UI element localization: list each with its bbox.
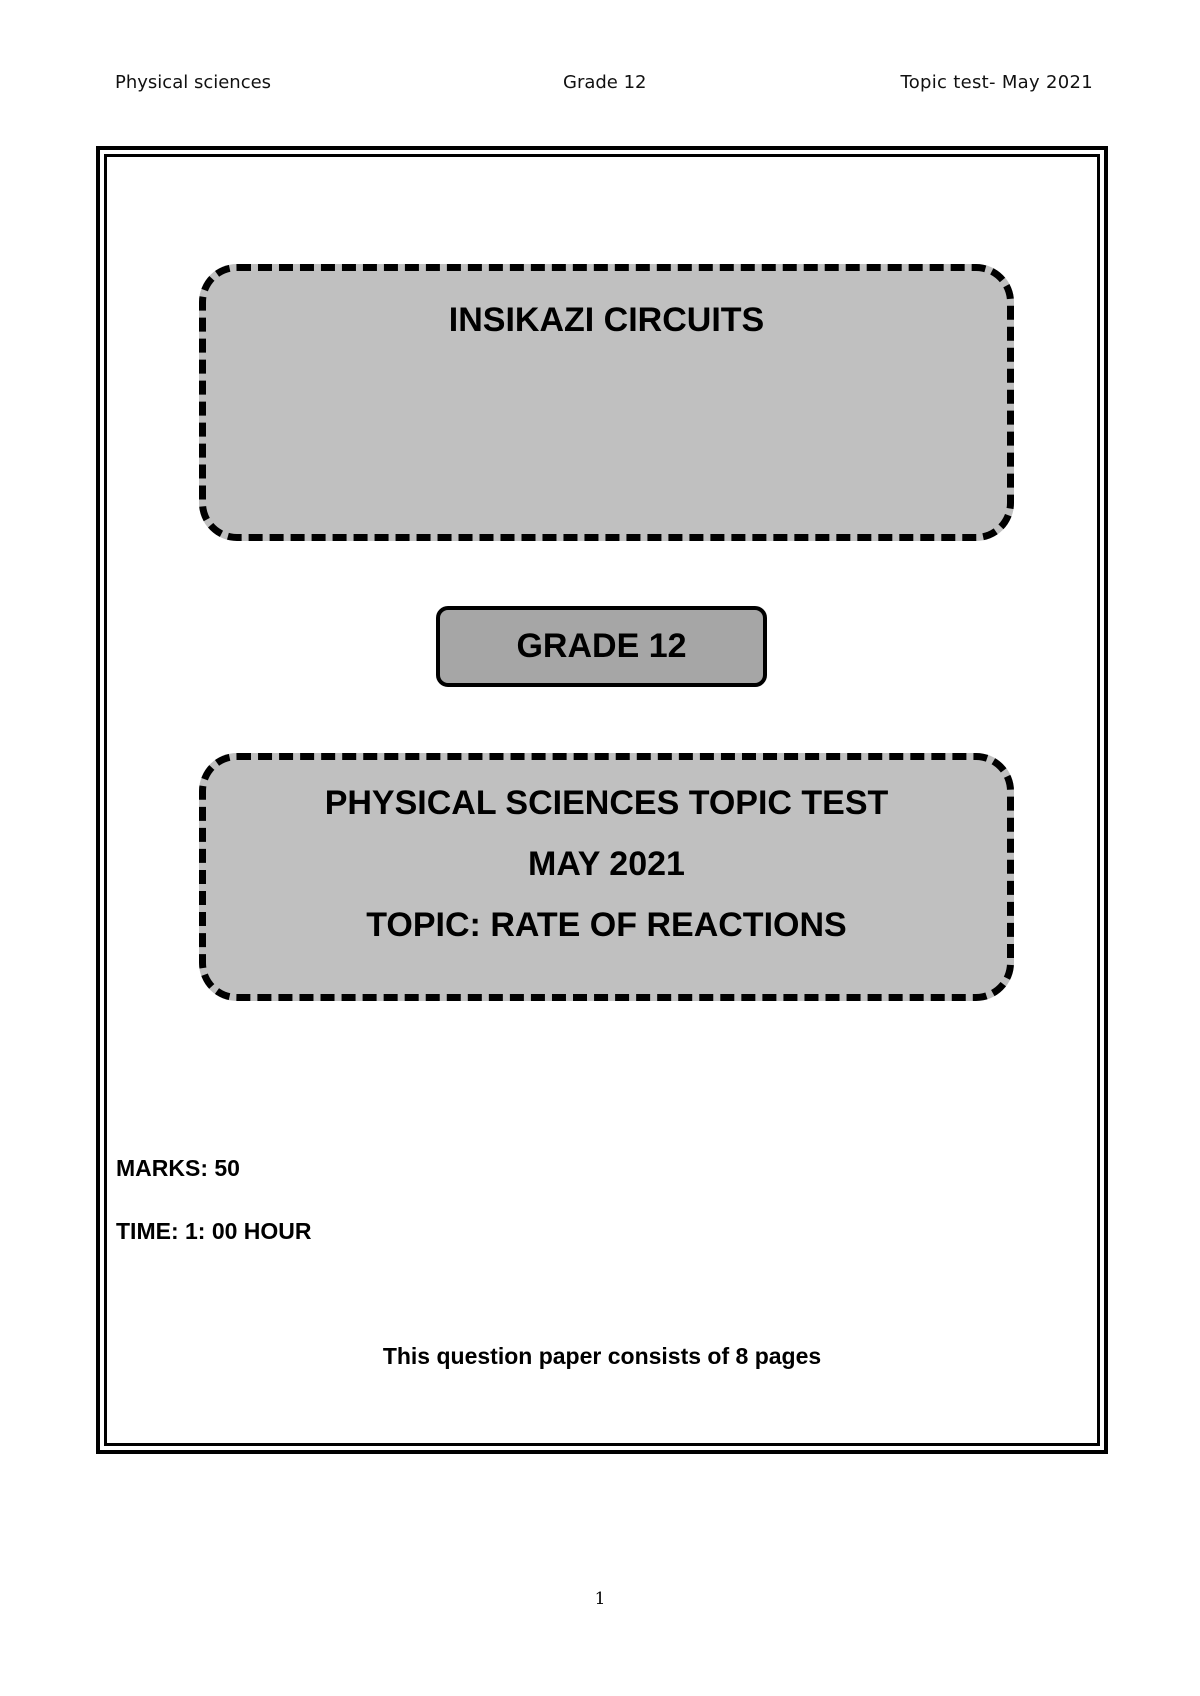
page-number: 1 xyxy=(594,1589,606,1609)
publisher-title: INSIKAZI CIRCUITS xyxy=(448,301,765,339)
header-grade: Grade 12 xyxy=(563,72,647,93)
time-label: TIME: 1: 00 HOUR xyxy=(116,1218,312,1244)
grade-box: GRADE 12 xyxy=(436,606,767,687)
publisher-box xyxy=(199,264,1014,541)
page-header xyxy=(115,72,1093,100)
header-subject: Physical sciences xyxy=(115,72,272,93)
test-date: MAY 2021 xyxy=(528,845,685,883)
pages-note: This question paper consists of 8 pages xyxy=(382,1343,822,1369)
test-topic: TOPIC: RATE OF REACTIONS xyxy=(366,906,847,944)
header-test-date: Topic test- May 2021 xyxy=(900,72,1093,93)
marks-label: MARKS: 50 xyxy=(116,1155,240,1181)
test-title-box xyxy=(199,753,1014,1001)
test-title: PHYSICAL SCIENCES TOPIC TEST xyxy=(324,784,889,822)
